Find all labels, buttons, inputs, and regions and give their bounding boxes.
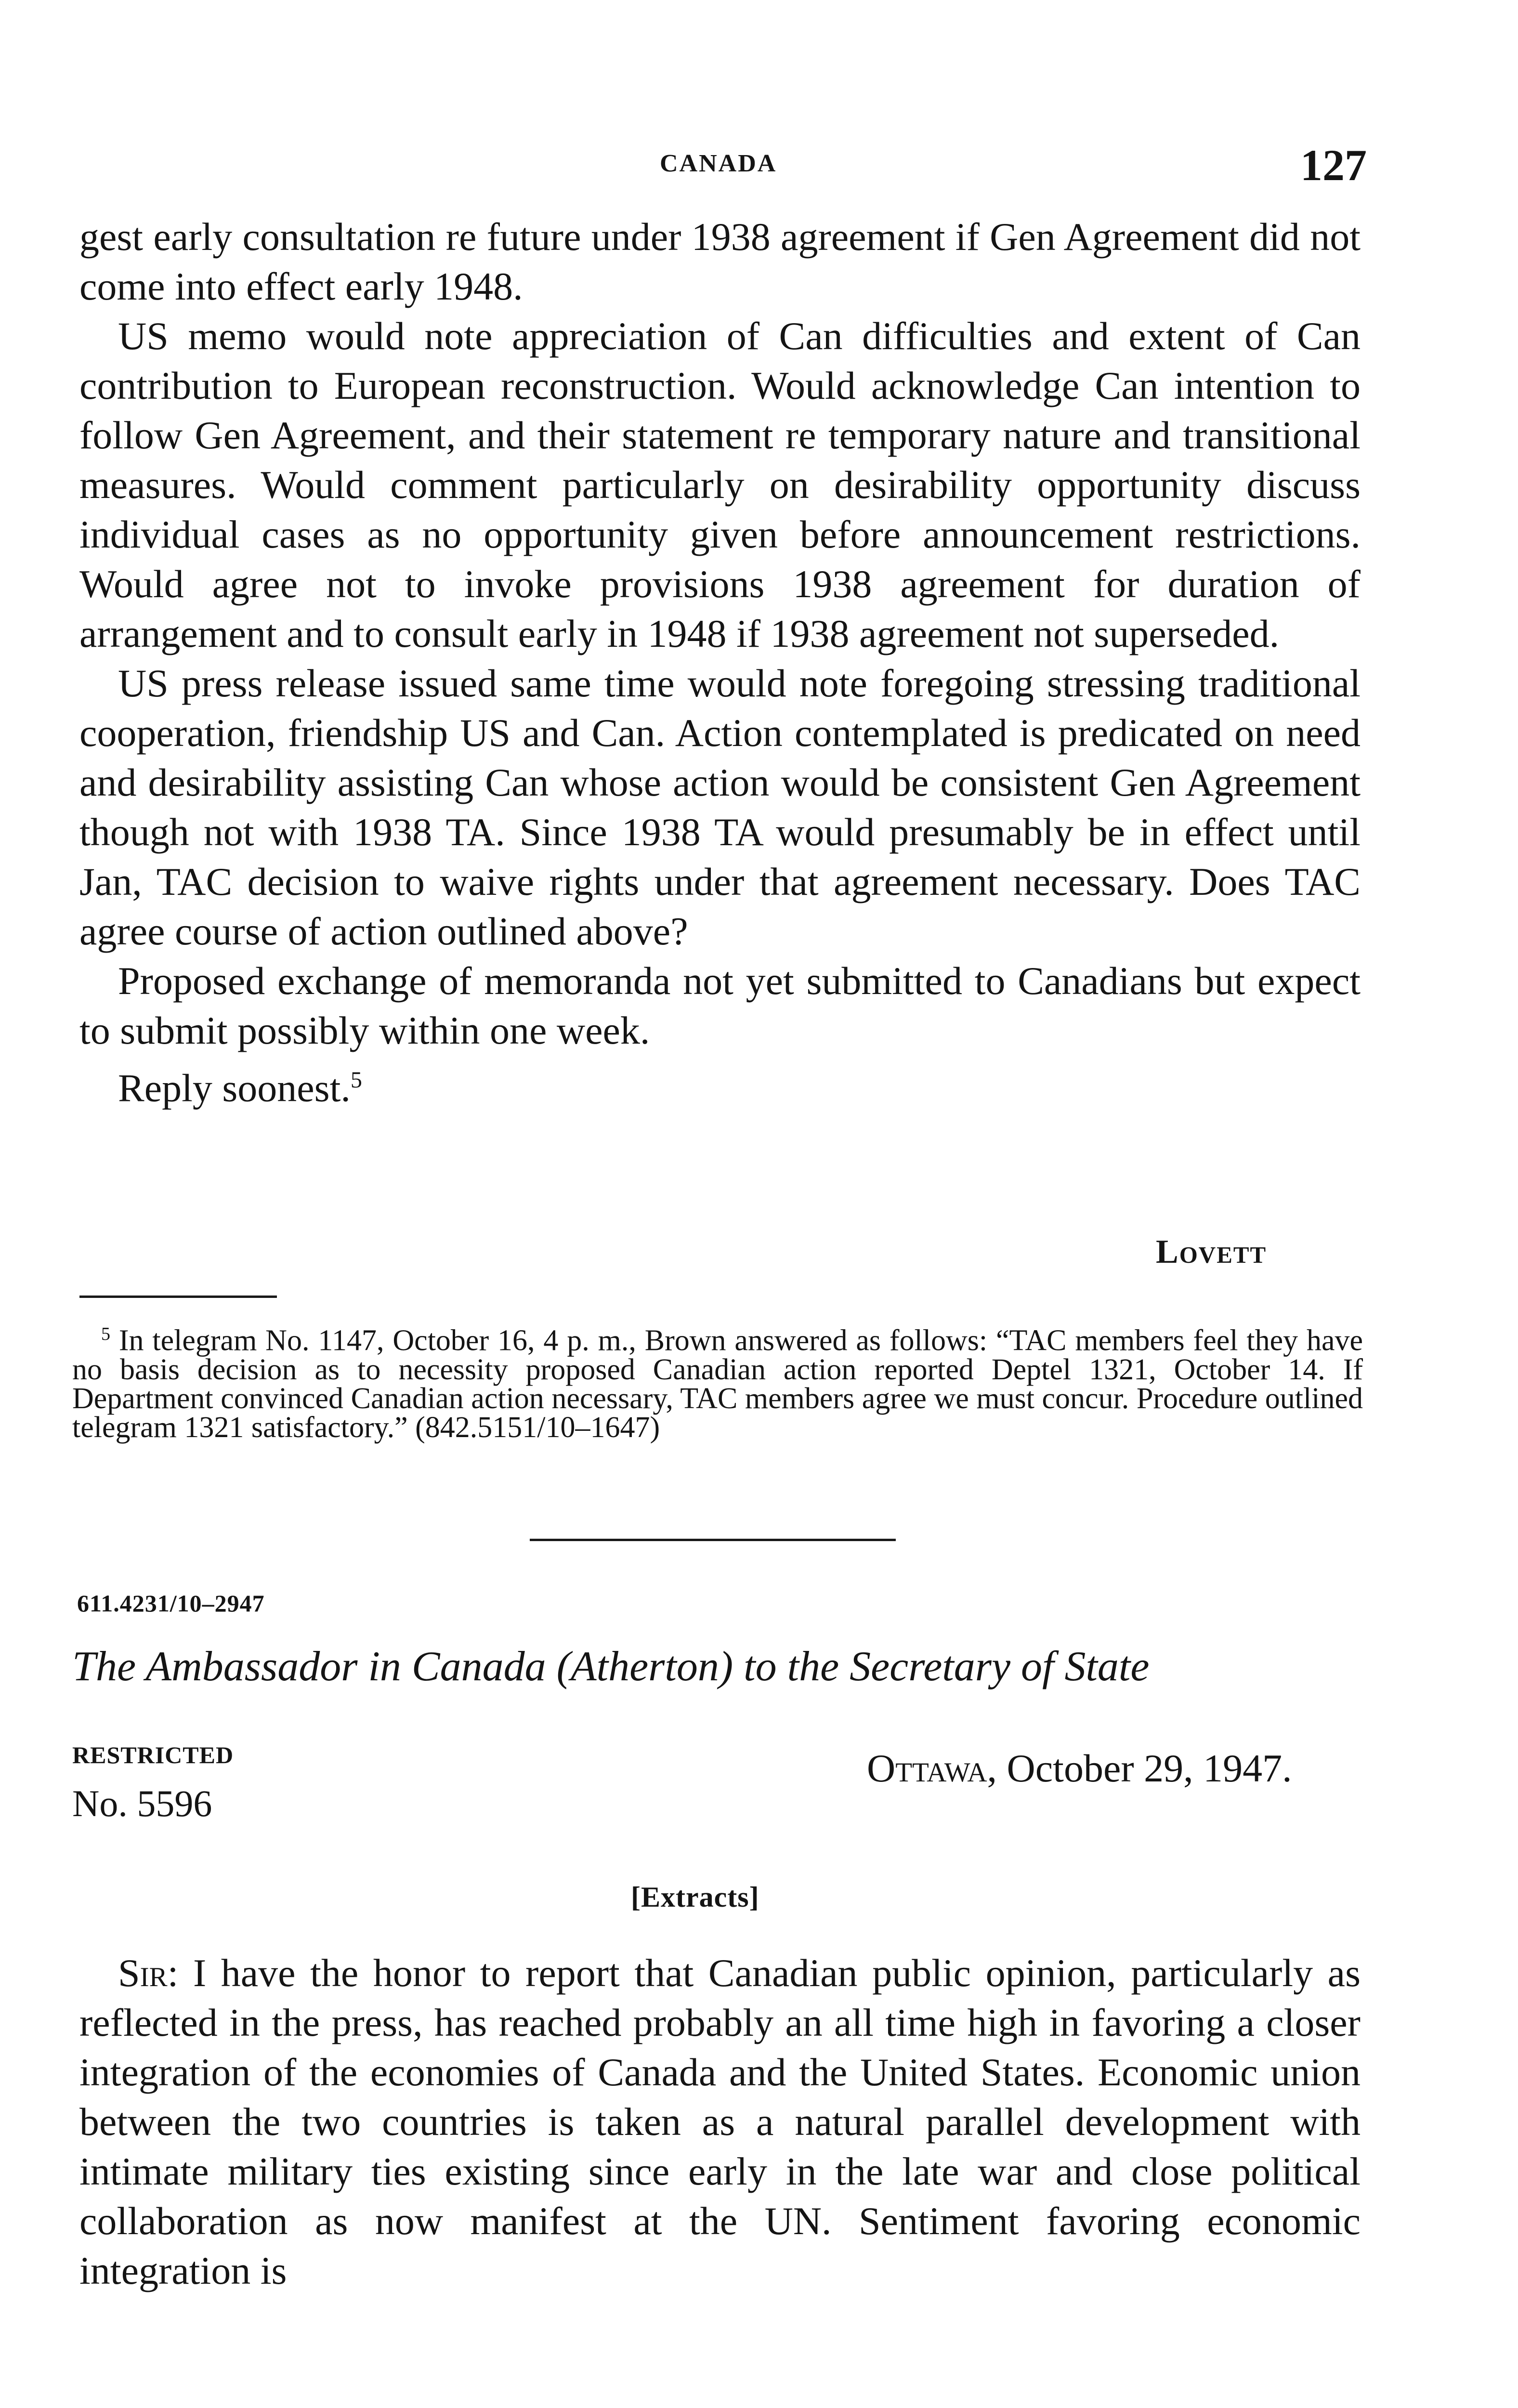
place: Ottawa, bbox=[867, 1746, 997, 1790]
footnote-text: In telegram No. 1147, October 16, 4 p. m., Brown answered as follows: “TAC members feel they have no basis decision as to necessity proposed Canadian action reported Deptel 1321, October 14. If Department convinced Canadian action necessary, TAC members agree we must concur. Procedure outlined telegram 1321 satisfactory.” (842.5151/10–1647) bbox=[72, 1324, 1363, 1444]
telegram-paragraph-3: US press release issued same time would note foregoing stressing traditional cooperation, friendship US and Can. Action contemplated is predicated on need and desirability assisting Can whose action would be consistent Gen Agreement though not with 1938 TA. Since 1938 TA would presumably be in effect until Jan, TAC decision to waive rights under that agreement necessary. Does TAC agree course of action outlined above? bbox=[79, 661, 1361, 953]
reply-line bbox=[79, 1055, 1361, 1112]
section-separator-left bbox=[530, 1539, 713, 1541]
telegram-paragraph-1: gest early consultation re future under 1938 agreement if Gen Agreement did not come into effect early 1948. bbox=[79, 215, 1361, 308]
footnote-reference: 5 bbox=[350, 1067, 362, 1093]
footnote bbox=[72, 1320, 1363, 1442]
telegram-text bbox=[79, 212, 1361, 1112]
salutation: Sir: bbox=[118, 1951, 179, 1995]
classification-label: RESTRICTED bbox=[72, 1741, 234, 1768]
telegram-paragraph-2: US memo would note appreciation of Can difficulties and extent of Can contribution to European reconstruction. Would acknowledge Can intention to follow Gen Agreement, and their statement re temporary nature and transitional measures. Would comment particularly on desirability opportunity discuss individual cases as no opportunity given before announcement restrictions. Would agree not to invoke provisions 1938 agreement for duration of arrangement and to consult early in 1948 if 1938 agreement not superseded. bbox=[79, 314, 1361, 655]
footnote-rule bbox=[79, 1296, 277, 1298]
letter-body: I have the honor to report that Canadian public opinion, particularly as reflected in the press, has reached probably an all time high in favoring a closer integration of the economies of Canada and the United States. Economic union between the two countries is taken as a natural parallel development with intimate military ties existing since early in the late war and close political collaboration as now manifest at the UN. Sentiment favoring economic integration is bbox=[79, 1951, 1361, 2292]
telegram-paragraph-4: Proposed exchange of memoranda not yet submitted to Canadians but expect to submit possibly within one week. bbox=[79, 959, 1361, 1052]
letter-text bbox=[79, 1948, 1361, 2295]
reply-text: Reply soonest. bbox=[118, 1066, 351, 1110]
file-number: 611.4231/10–2947 bbox=[77, 1590, 265, 1617]
running-title: CANADA bbox=[660, 150, 777, 177]
section-separator-right bbox=[713, 1539, 896, 1541]
signature: Lovett bbox=[1156, 1233, 1267, 1270]
place-date bbox=[867, 1746, 1292, 1791]
document-number: No. 5596 bbox=[72, 1782, 212, 1824]
footnote-marker: 5 bbox=[101, 1324, 110, 1344]
extracts-label: [Extracts] bbox=[631, 1881, 759, 1913]
running-head bbox=[0, 140, 1518, 193]
date: October 29, 1947. bbox=[1007, 1746, 1292, 1790]
document-heading: The Ambassador in Canada (Atherton) to the Secretary of State bbox=[72, 1643, 1150, 1690]
page-number: 127 bbox=[1300, 141, 1367, 190]
letter-paragraph bbox=[79, 1948, 1361, 2295]
